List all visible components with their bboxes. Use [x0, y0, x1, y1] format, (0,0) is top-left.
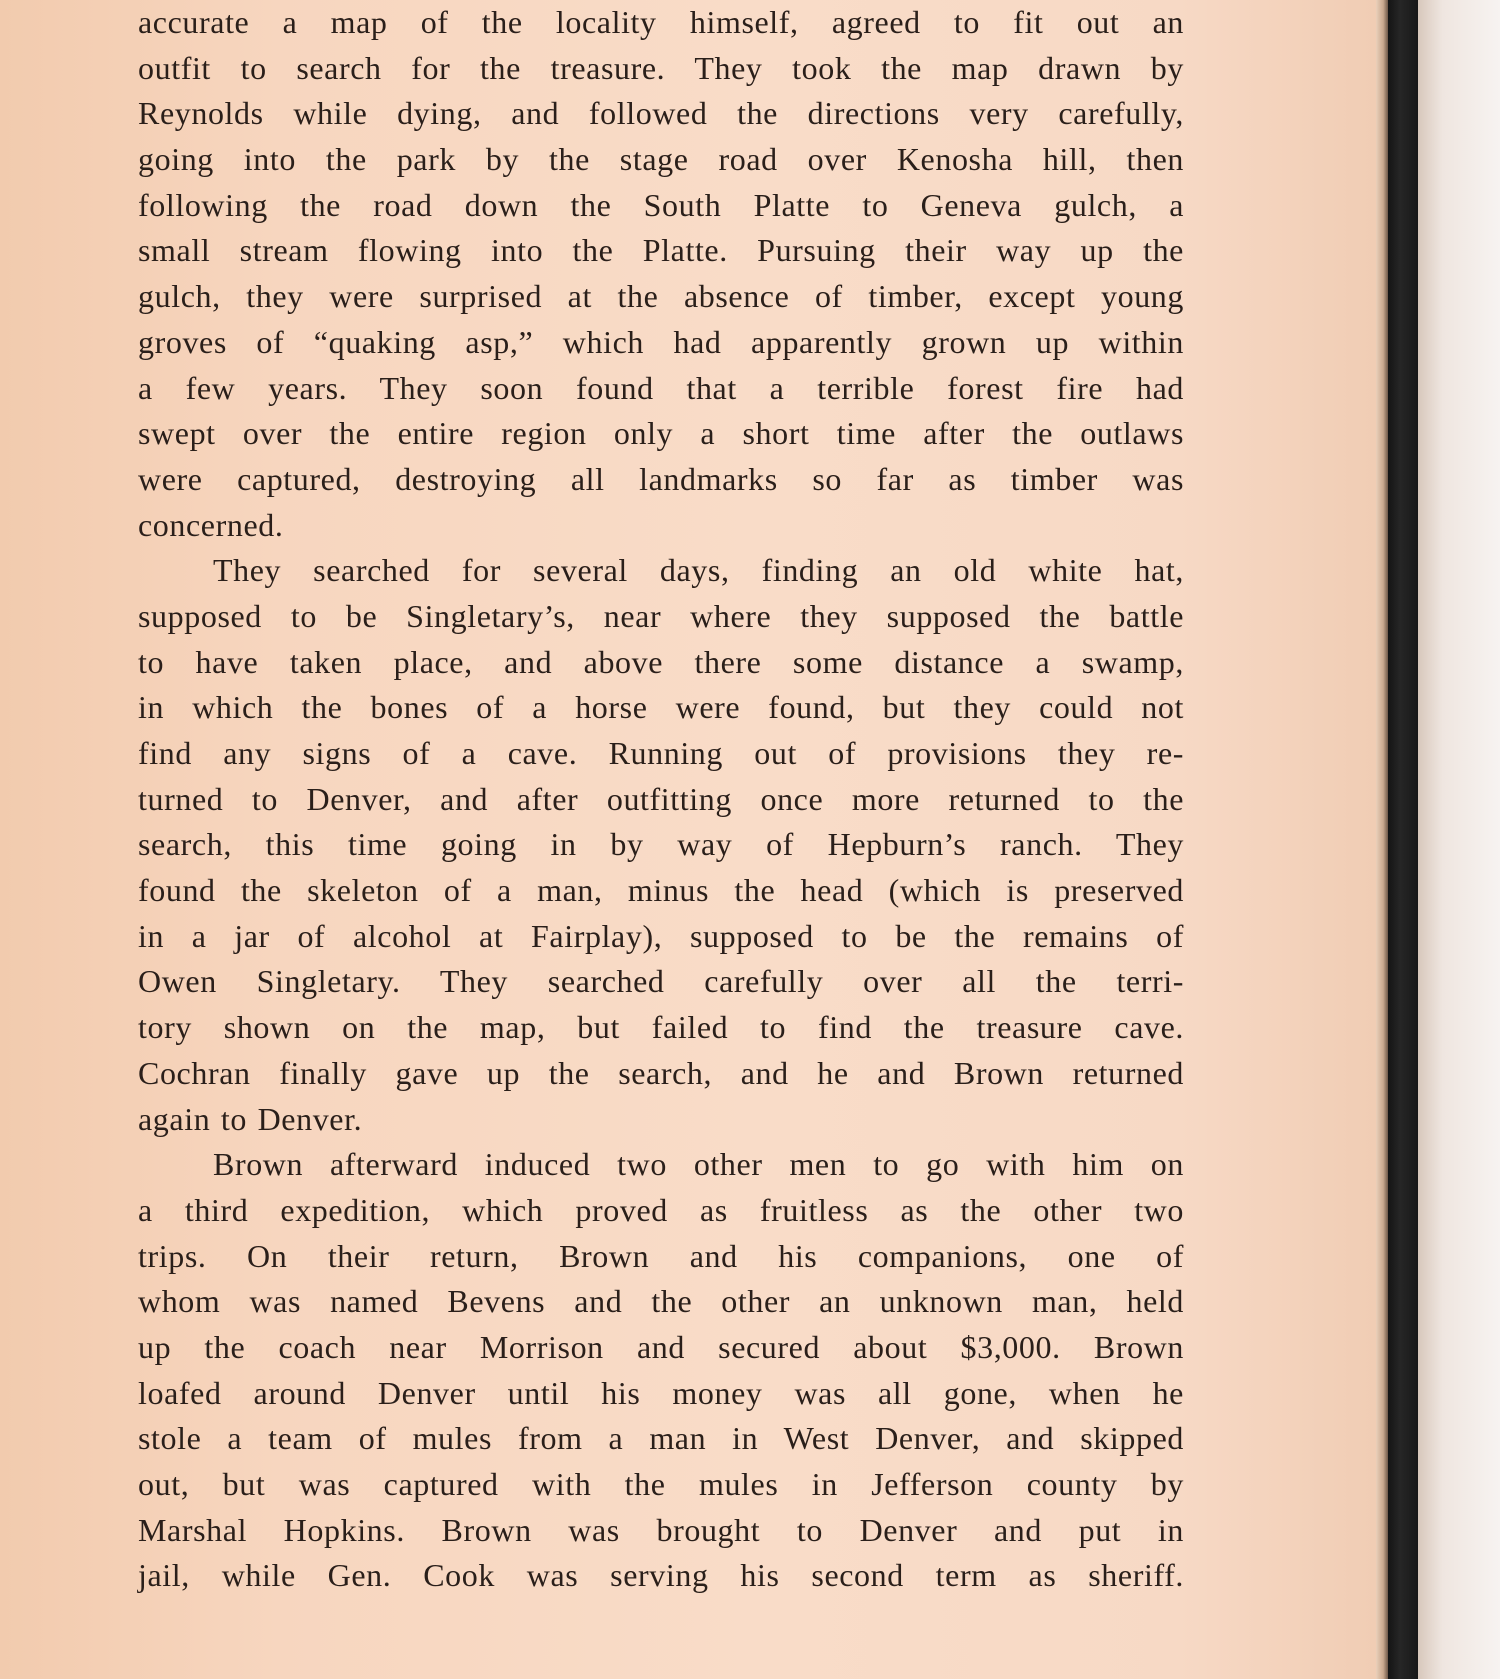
text-line: tory shown on the map, but failed to find the treasure cave. [138, 1009, 1184, 1046]
paragraph-1 [138, 0, 1184, 548]
text-line: stole a team of mules from a man in West Denver, and skipped [138, 1420, 1184, 1457]
text-line: gulch, they were surprised at the absence of timber, except young [138, 278, 1184, 315]
text-line: outfit to search for the treasure. They took the map drawn by [138, 49, 1184, 86]
text-line: search, this time going in by way of Hepburn’s ranch. They [138, 826, 1184, 863]
text-line: Cochran finally gave up the search, and he and Brown returned [138, 1054, 1184, 1091]
text-line: Reynolds while dying, and followed the directions very carefully, [138, 95, 1184, 132]
text-line: to have taken place, and above there some distance a swamp, [138, 643, 1184, 680]
text-line: swept over the entire region only a short time after the outlaws [138, 415, 1184, 452]
text-line: small stream flowing into the Platte. Pursuing their way up the [138, 232, 1184, 269]
text-line: following the road down the South Platte to Geneva gulch, a [138, 186, 1184, 223]
text-line: going into the park by the stage road over Kenosha hill, then [138, 141, 1184, 178]
text-line: jail, while Gen. Cook was serving his second term as sheriff. [138, 1557, 1184, 1594]
text-line: Marshal Hopkins. Brown was brought to Denver and put in [138, 1511, 1184, 1548]
text-line: in a jar of alcohol at Fairplay), supposed to be the remains of [138, 917, 1184, 954]
text-line: Brown afterward induced two other men to go with him on [213, 1146, 1184, 1183]
text-line: find any signs of a cave. Running out of provisions they re- [138, 735, 1184, 771]
book-cover-edge [1388, 0, 1418, 1679]
page-edge [1376, 0, 1388, 1679]
text-line: Owen Singletary. They searched carefully over all the terri- [138, 963, 1184, 1000]
backdrop [1418, 0, 1500, 1679]
text-line: up the coach near Morrison and secured about $3,000. Brown [138, 1328, 1184, 1365]
text-line: loafed around Denver until his money was all gone, when he [138, 1374, 1184, 1411]
text-line: a third expedition, which proved as fruitless as the other two [138, 1191, 1184, 1228]
text-line: were captured, destroying all landmarks so far as timber was [138, 460, 1184, 497]
text-line: supposed to be Singletary’s, near where they supposed the battle [138, 597, 1184, 634]
text-line: found the skeleton of a man, minus the head (which is preserved [138, 872, 1184, 909]
text-line: again to Denver. [138, 1100, 363, 1137]
page-text [138, 0, 1184, 1599]
text-line: turned to Denver, and after outfitting once more returned to the [138, 780, 1184, 817]
text-line: a few years. They soon found that a terrible forest fire had [138, 369, 1184, 406]
text-line: accurate a map of the locality himself, agreed to fit out an [138, 4, 1184, 40]
text-line: groves of “quaking asp,” which had apparently grown up within [138, 323, 1184, 360]
text-line: They searched for several days, finding an old white hat, [213, 552, 1184, 589]
paragraph-3 [138, 1142, 1184, 1599]
text-line: trips. On their return, Brown and his companions, one of [138, 1237, 1184, 1274]
paragraph-2 [138, 548, 1184, 1142]
text-line: concerned. [138, 506, 284, 543]
text-line: in which the bones of a horse were found, but they could not [138, 689, 1184, 726]
text-line: out, but was captured with the mules in Jefferson county by [138, 1466, 1184, 1502]
text-line: whom was named Bevens and the other an unknown man, held [138, 1283, 1184, 1320]
